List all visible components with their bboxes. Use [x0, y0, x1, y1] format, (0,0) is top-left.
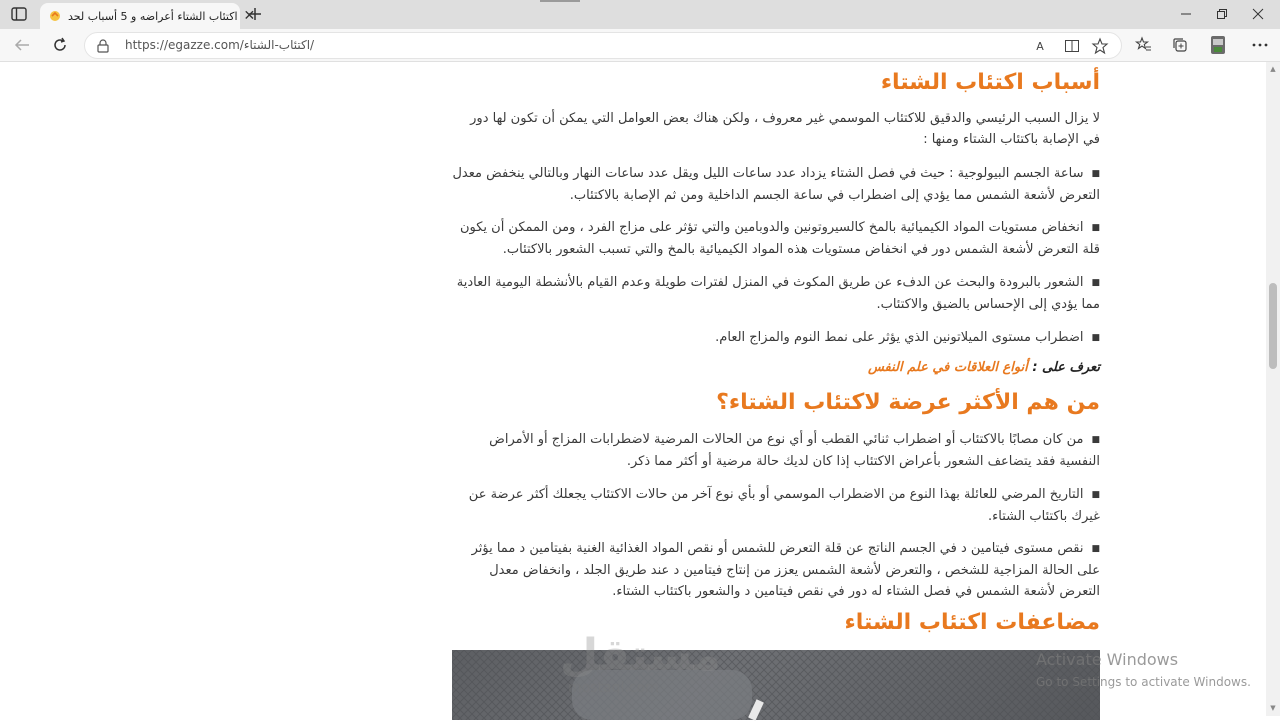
collections-icon[interactable]	[1170, 35, 1190, 55]
read-aloud-icon[interactable]	[1031, 37, 1049, 55]
url-text[interactable]: https://egazze.com/اكتئاب-الشتاء/	[125, 38, 315, 52]
list-item-text: التاريخ المرضي للعائلة بهذا النوع من الاضطراب الموسمي أو بأي نوع آخر من حالات الاكتئاب يجعلك أكثر عرضة عن غيرك باكتئاب الشتاء.	[468, 487, 1100, 524]
active-tab[interactable]	[40, 3, 256, 29]
list-item-text: نقص مستوى فيتامين د في الجسم الناتج عن قلة التعرض للشمس أو نقص المواد الغذائية الغنية بفيتامين د مما يؤثر على الحالة المزاجية للشخص ، والتعرض لأشعة الشمس يعزز من إنتاج فيتامين د عند طريق الجلد ، وانخفاض معدل التعرض لأشعة الشمس في فصل الشتاء له دور في نقص فيتامين د والشعور باكتئاب الشتاء.	[471, 541, 1100, 599]
close-tab-icon[interactable]: ✕	[243, 8, 256, 24]
list-item	[452, 272, 1100, 315]
page-scrollbar[interactable]	[1266, 62, 1280, 716]
lock-icon[interactable]	[97, 38, 111, 52]
related-link-line	[452, 360, 1100, 375]
list-item	[452, 538, 1100, 602]
bullet-square-icon: ■	[1091, 333, 1100, 343]
list-item	[452, 163, 1100, 206]
more-options-icon[interactable]	[1250, 35, 1270, 55]
scroll-down-arrow-icon[interactable]: ▼	[1270, 704, 1276, 712]
list-item	[452, 327, 1100, 349]
refresh-button[interactable]	[50, 35, 70, 55]
bullet-square-icon: ■	[1091, 223, 1100, 233]
scroll-up-arrow-icon[interactable]: ▲	[1270, 65, 1276, 73]
read-aloud-glyph: A	[1036, 39, 1044, 53]
favorite-star-icon[interactable]	[1091, 37, 1109, 55]
bullet-square-icon: ■	[1091, 169, 1100, 179]
bullet-square-icon: ■	[1091, 278, 1100, 288]
back-button[interactable]	[12, 35, 32, 55]
address-toolbar	[0, 29, 1280, 62]
list-item-text: الشعور بالبرودة والبحث عن الدفء عن طريق المكوث في المنزل لفترات طويلة وعدم القيام بالأنشطة اليومية العادية مما يؤدي إلى الإحساس بالضيق والاكتئاب.	[456, 275, 1100, 312]
favorites-icon[interactable]	[1134, 35, 1154, 55]
site-favicon-icon	[48, 9, 62, 23]
tab-strip	[0, 0, 1280, 29]
restore-button[interactable]	[1212, 5, 1232, 23]
heading-causes: أسباب اكتئاب الشتاء	[880, 70, 1100, 95]
list-item-text: من كان مصابًا بالاكتئاب أو اضطراب ثنائي القطب أو أي نوع من الحالات المرضية لاضطرابات المزاج أو الأمراض النفسية فقد يتضاعف الشعور بأعراض الاكتئاب إذا كان لديك حالة مرضية أو أكثر مما ذكر.	[489, 432, 1100, 469]
new-tab-button[interactable]	[243, 5, 264, 24]
windows-activation-notice	[1036, 650, 1251, 689]
list-item	[452, 429, 1100, 472]
tab-title: اكتئاب الشتاء أعراضه و 5 أسباب لحد	[68, 9, 238, 23]
web-page	[0, 62, 1266, 716]
list-item	[452, 484, 1100, 527]
related-article-link[interactable]: أنواع العلاقات في علم النفس	[867, 360, 1028, 375]
list-item-text: اضطراب مستوى الميلاتونين الذي يؤثر على نمط النوم والمزاج العام.	[715, 330, 1084, 345]
watermark-logo: مستقل	[560, 630, 721, 681]
address-bar[interactable]	[84, 32, 1122, 59]
tab-actions-icon[interactable]	[10, 6, 28, 22]
scroll-thumb[interactable]	[1269, 283, 1277, 369]
heading-risk-groups: من هم الأكثر عرضة لاكتئاب الشتاء؟	[716, 390, 1100, 415]
watermark-url: mostaql.com	[568, 680, 659, 696]
profile-avatar[interactable]	[1208, 35, 1228, 55]
close-window-button[interactable]	[1248, 5, 1268, 23]
minimize-button[interactable]	[1176, 5, 1196, 23]
list-item	[452, 217, 1100, 260]
article-image	[452, 650, 1100, 720]
list-item-text: ساعة الجسم البيولوجية : حيث في فصل الشتاء يزداد عدد ساعات الليل ويقل عدد ساعات النهار وبالتالي ينخفض معدل التعرض لأشعة الشمس مما يؤدي إلى اضطراب في ساعة الجسم الداخلية ومن ثم الإصابة بالاكتئاب.	[452, 166, 1100, 203]
bullet-square-icon: ■	[1091, 435, 1100, 445]
related-prefix: تعرف على :	[1032, 360, 1100, 375]
intro-paragraph: لا يزال السبب الرئيسي والدقيق للاكتئاب الموسمي غير معروف ، ولكن هناك بعض العوامل التي يمكن أن تكون لها دور في الإصابة باكتئاب الشتاء ومنها :	[470, 111, 1100, 147]
bullet-square-icon: ■	[1091, 544, 1100, 554]
activation-title: Activate Windows	[1036, 650, 1179, 669]
immersive-reader-icon[interactable]	[1063, 37, 1081, 55]
activation-subtitle: Go to Settings to activate Windows.	[1036, 675, 1251, 689]
heading-complications: مضاعفات اكتئاب الشتاء	[844, 610, 1100, 635]
drag-indicator	[540, 0, 580, 2]
bullet-square-icon: ■	[1091, 490, 1100, 500]
list-item-text: انخفاض مستويات المواد الكيميائية بالمخ كالسيروتونين والدوبامين والتي تؤثر على مزاج الفرد ، ومن الممكن أن يكون قلة التعرض لأشعة الشمس دور في انخفاض مستويات هذه المواد الكيميائية بالمخ والتي تسبب الشعور بالاكتئاب.	[459, 220, 1100, 257]
